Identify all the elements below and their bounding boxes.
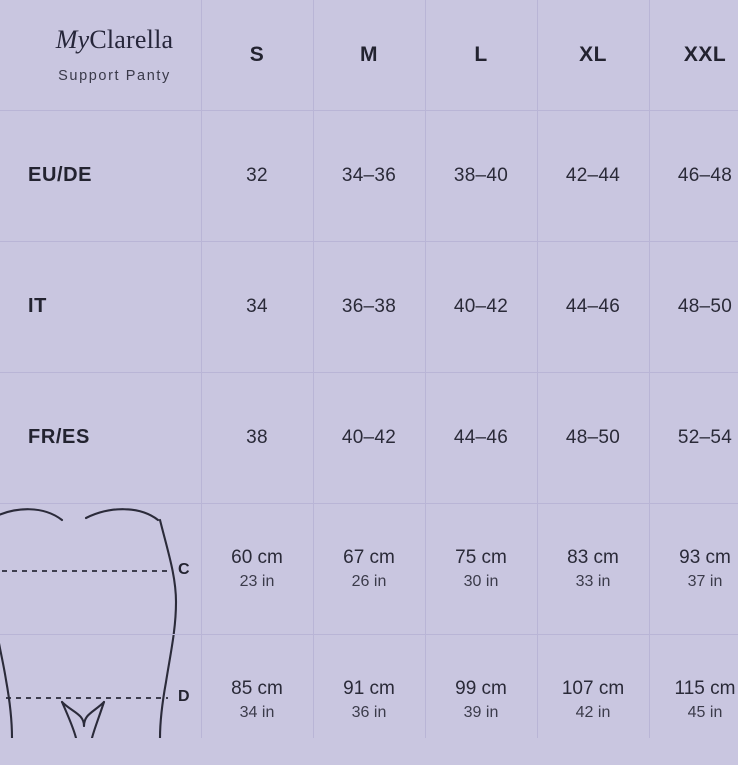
grid-line-horizontal bbox=[0, 110, 738, 111]
cell-c-m-cm: 67 cm bbox=[343, 546, 395, 568]
cell-d-s bbox=[201, 634, 313, 765]
table-row bbox=[0, 110, 738, 241]
cell-c-s-in: 23 in bbox=[239, 572, 275, 590]
figure-cell-d bbox=[0, 634, 201, 765]
cell-d-m-in: 36 in bbox=[351, 703, 387, 721]
cell-c-xl-cm: 83 cm bbox=[567, 546, 619, 568]
cell-it-l: 40–42 bbox=[453, 295, 509, 317]
brand-subtitle: Support Panty bbox=[58, 67, 171, 84]
grid-line-vertical bbox=[425, 0, 426, 738]
measurement-marker-d: D bbox=[178, 688, 190, 705]
cell-fr-es-l: 44–46 bbox=[453, 426, 509, 448]
cell-d-xl-cm: 107 cm bbox=[561, 677, 625, 699]
cell-c-m bbox=[313, 503, 425, 634]
cell-fr-es-s: 38 bbox=[246, 426, 268, 448]
row-label-fr-es: FR/ES bbox=[28, 426, 90, 448]
cell-eu-de-m: 34–36 bbox=[341, 164, 397, 186]
cell-eu-de-s: 32 bbox=[246, 164, 268, 186]
column-header-xl: XL bbox=[579, 43, 607, 66]
column-header-s: S bbox=[249, 43, 265, 66]
cell-fr-es-xl: 48–50 bbox=[565, 426, 621, 448]
cell-d-xxl bbox=[649, 634, 738, 765]
grid-line-horizontal bbox=[0, 634, 738, 635]
cell-c-xxl-cm: 93 cm bbox=[679, 546, 731, 568]
brand-name bbox=[28, 26, 201, 55]
cell-c-l-in: 30 in bbox=[463, 572, 499, 590]
cell-d-xxl-in: 45 in bbox=[687, 703, 723, 721]
cell-c-l bbox=[425, 503, 537, 634]
cell-eu-de-xxl: 46–48 bbox=[677, 164, 733, 186]
brand-cell bbox=[0, 0, 201, 110]
cell-eu-de-l: 38–40 bbox=[453, 164, 509, 186]
column-header-m: M bbox=[360, 43, 378, 66]
cell-c-xl bbox=[537, 503, 649, 634]
cell-fr-es-m: 40–42 bbox=[341, 426, 397, 448]
cell-d-l-cm: 99 cm bbox=[455, 677, 507, 699]
grid-line-vertical bbox=[201, 0, 202, 738]
cell-it-xxl: 48–50 bbox=[677, 295, 733, 317]
column-header-l: L bbox=[474, 43, 488, 66]
cell-c-l-cm: 75 cm bbox=[455, 546, 507, 568]
grid-line-horizontal bbox=[0, 503, 738, 504]
table-row bbox=[0, 503, 738, 634]
cell-d-s-in: 34 in bbox=[239, 703, 275, 721]
figure-cell-c bbox=[0, 503, 201, 634]
cell-eu-de-xl: 42–44 bbox=[565, 164, 621, 186]
cell-c-xxl bbox=[649, 503, 738, 634]
grid-line-horizontal bbox=[0, 372, 738, 373]
table-row bbox=[0, 372, 738, 503]
brand-name-suffix: Clarella bbox=[89, 25, 174, 55]
cell-d-xl-in: 42 in bbox=[575, 703, 611, 721]
cell-it-m: 36–38 bbox=[341, 295, 397, 317]
cell-d-s-cm: 85 cm bbox=[231, 677, 283, 699]
cell-d-m bbox=[313, 634, 425, 765]
cell-c-xxl-in: 37 in bbox=[687, 572, 723, 590]
table-header-row bbox=[0, 0, 738, 110]
cell-d-xl bbox=[537, 634, 649, 765]
cell-d-l bbox=[425, 634, 537, 765]
brand-name-prefix: My bbox=[55, 25, 90, 55]
cell-d-xxl-cm: 115 cm bbox=[674, 677, 736, 699]
grid-line-vertical bbox=[313, 0, 314, 738]
cell-d-l-in: 39 in bbox=[463, 703, 499, 721]
row-label-it: IT bbox=[28, 295, 47, 317]
grid-line-vertical bbox=[537, 0, 538, 738]
table-row bbox=[0, 634, 738, 765]
row-label-eu-de: EU/DE bbox=[28, 164, 93, 186]
cell-c-m-in: 26 in bbox=[351, 572, 387, 590]
grid-line-horizontal bbox=[0, 241, 738, 242]
table-row bbox=[0, 241, 738, 372]
cell-c-xl-in: 33 in bbox=[575, 572, 611, 590]
cell-it-s: 34 bbox=[246, 295, 268, 317]
cell-c-s-cm: 60 cm bbox=[231, 546, 283, 568]
cell-c-s bbox=[201, 503, 313, 634]
cell-d-m-cm: 91 cm bbox=[343, 677, 395, 699]
grid-line-vertical bbox=[649, 0, 650, 738]
cell-it-xl: 44–46 bbox=[565, 295, 621, 317]
measurement-marker-c: C bbox=[178, 561, 190, 578]
cell-fr-es-xxl: 52–54 bbox=[677, 426, 733, 448]
column-header-xxl: XXL bbox=[683, 43, 727, 66]
